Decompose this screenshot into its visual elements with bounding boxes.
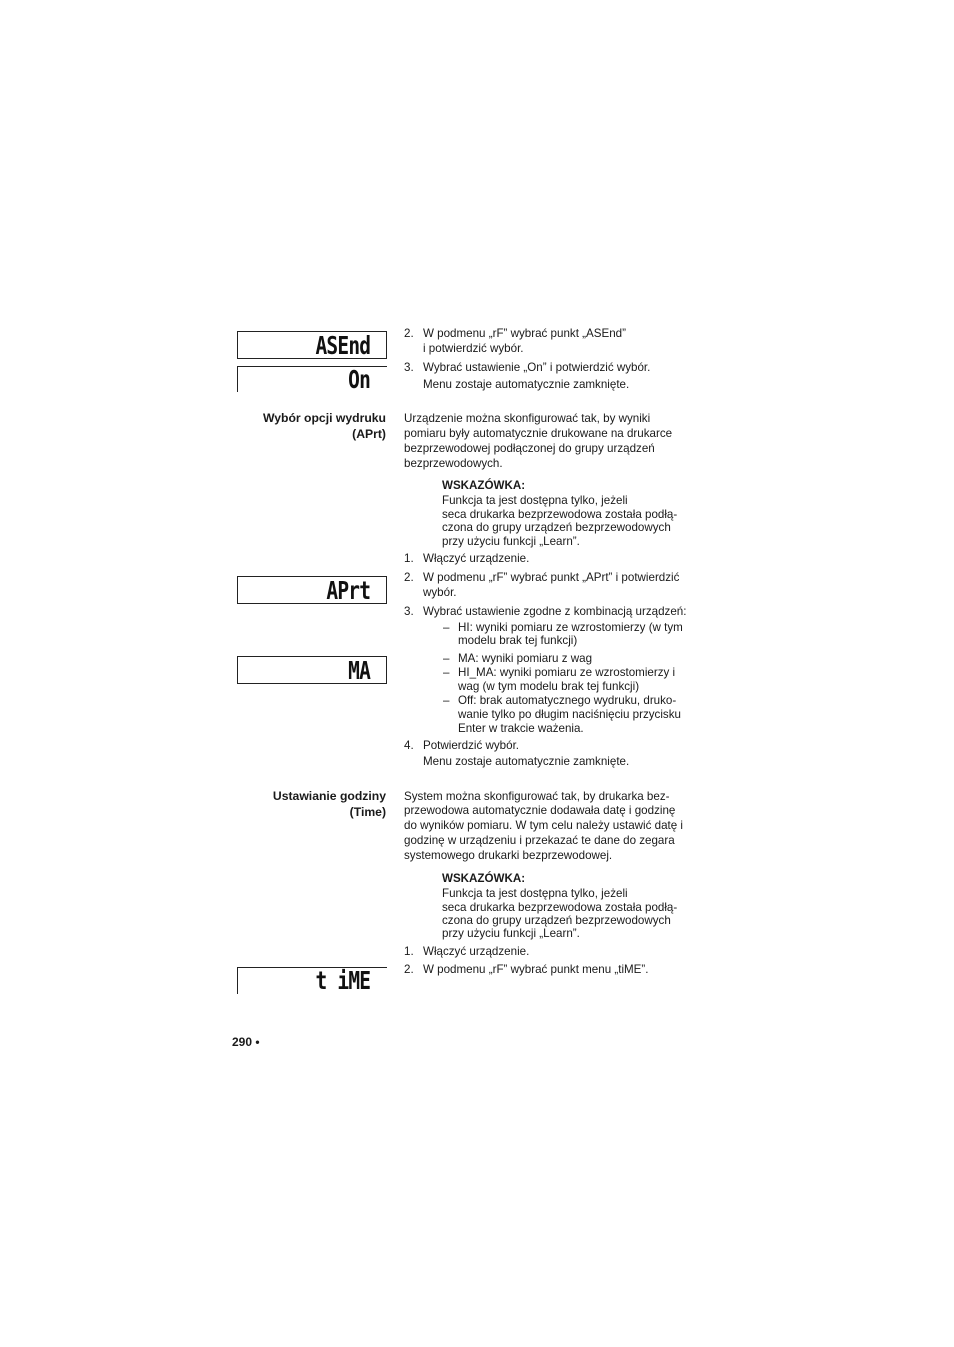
step-text: W podmenu „rF” wybrać punkt menu „tiME”.: [423, 963, 649, 976]
step-text: i potwierdzić wybór.: [423, 342, 524, 355]
note-title: WSKAZÓWKA:: [442, 479, 526, 492]
intro-line: bezprzewodowych.: [404, 457, 503, 470]
option-text: HI: wyniki pomiaru ze wzrostomierzy (w tym: [458, 621, 683, 634]
section-heading-code: (APrt): [352, 427, 386, 441]
dash-bullet: –: [443, 621, 450, 634]
note-line: czona do grupy urządzeń bezprzewodowych: [442, 914, 671, 927]
note-line: seca drukarka bezprzewodowa została podłą-: [442, 508, 678, 521]
step-text: Włączyć urządzenie.: [423, 945, 530, 958]
note-title: WSKAZÓWKA:: [442, 872, 526, 885]
step-text: wybór.: [423, 586, 457, 599]
option-text: wag (w tym modelu brak tej funkcji): [458, 680, 640, 693]
display-on-text: On: [348, 365, 370, 394]
note-line: przy użyciu funkcji „Learn”.: [442, 927, 580, 940]
step-number: 2.: [404, 571, 414, 584]
step-result: Menu zostaje automatycznie zamknięte.: [423, 755, 630, 768]
display-ma-text: MA: [348, 656, 370, 685]
dash-bullet: –: [443, 666, 450, 679]
note-line: Funkcja ta jest dostępna tylko, jeżeli: [442, 494, 628, 507]
step-number: 3.: [404, 605, 414, 618]
intro-line: godzinę w urządzeniu i przekazać te dane do zegara: [404, 834, 675, 847]
display-aprt-text: APrt: [326, 576, 370, 605]
intro-line: bezprzewodowej podłączonej do grupy urządzeń: [404, 442, 655, 455]
step-text: Wybrać ustawienie „On” i potwierdzić wybór.: [423, 361, 651, 374]
dash-bullet: –: [443, 652, 450, 665]
step-text: W podmenu „rF” wybrać punkt „APrt” i potwierdzić: [423, 571, 680, 584]
step-text: Włączyć urządzenie.: [423, 552, 530, 565]
intro-line: Urządzenie można skonfigurować tak, by wyniki: [404, 412, 651, 425]
display-asend: [237, 331, 387, 359]
step-text: W podmenu „rF” wybrać punkt „ASEnd”: [423, 327, 626, 340]
note-line: Funkcja ta jest dostępna tylko, jeżeli: [442, 887, 628, 900]
option-text: wanie tylko po długim naciśnięciu przycisku: [458, 708, 681, 721]
section-heading: Ustawianie godziny: [272, 789, 386, 803]
display-time: [237, 967, 386, 994]
section-heading-code: (Time): [349, 805, 386, 819]
step-number: 2.: [404, 327, 414, 340]
option-text: Enter w trakcie ważenia.: [458, 722, 584, 735]
intro-line: systemowego drukarki bezprzewodowej.: [404, 849, 613, 862]
note-line: przy użyciu funkcji „Learn”.: [442, 535, 580, 548]
dash-bullet: –: [443, 694, 450, 707]
step-number: 2.: [404, 963, 414, 976]
step-number: 3.: [404, 361, 414, 374]
intro-line: przewodowa automatycznie dodawała datę i godzinę: [404, 804, 676, 817]
option-text: Off: brak automatycznego wydruku, druko-: [458, 694, 677, 707]
display-ma: [237, 656, 387, 684]
intro-line: do wyników pomiaru. W tym celu należy ustawić datę i: [404, 819, 684, 832]
step-text: Wybrać ustawienie zgodne z kombinacją urządzeń:: [423, 605, 687, 618]
option-text: modelu brak tej funkcji): [458, 634, 578, 647]
display-asend-text: ASEnd: [315, 331, 370, 360]
display-aprt: [237, 576, 387, 604]
note-line: czona do grupy urządzeń bezprzewodowych: [442, 521, 671, 534]
display-on: [237, 366, 386, 392]
step-result: Menu zostaje automatycznie zamknięte.: [423, 378, 630, 391]
step-number: 4.: [404, 739, 414, 752]
note-line: seca drukarka bezprzewodowa została podłą-: [442, 901, 678, 914]
intro-line: pomiaru były automatycznie drukowane na drukarce: [404, 427, 673, 440]
option-text: HI_MA: wyniki pomiaru ze wzrostomierzy i: [458, 666, 676, 679]
display-time-text: t iME: [315, 966, 370, 995]
page-number: 290 •: [232, 1035, 260, 1049]
step-text: Potwierdzić wybór.: [423, 739, 520, 752]
intro-line: System można skonfigurować tak, by drukarka bez-: [404, 790, 670, 803]
step-number: 1.: [404, 552, 414, 565]
section-heading: Wybór opcji wydruku: [262, 411, 386, 425]
step-number: 1.: [404, 945, 414, 958]
option-text: MA: wyniki pomiaru z wag: [458, 652, 593, 665]
